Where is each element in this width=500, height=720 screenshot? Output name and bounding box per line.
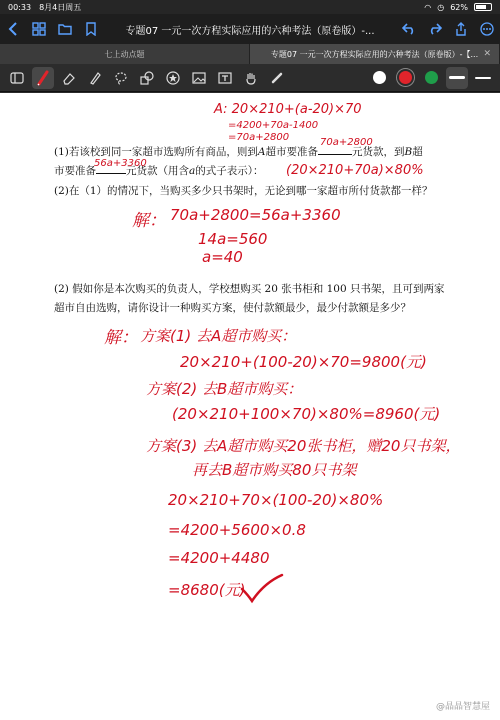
grid-icon[interactable] bbox=[26, 14, 52, 44]
date: 8月4日周五 bbox=[39, 2, 82, 12]
status-bar bbox=[0, 0, 500, 14]
laser-icon[interactable] bbox=[266, 67, 288, 89]
annotation-toolbar bbox=[0, 64, 500, 92]
solution-2-line-9: =4200+4480 bbox=[168, 549, 270, 567]
system-indicators bbox=[424, 3, 492, 12]
bookmark-icon[interactable] bbox=[78, 14, 104, 44]
battery-icon bbox=[474, 3, 492, 11]
handwriting-blank-2: 56a+3360 bbox=[94, 158, 147, 169]
q1-text: 市要准备 bbox=[54, 165, 96, 177]
text-icon[interactable] bbox=[214, 67, 236, 89]
question-3: (2) 假如你是本次购买的负责人，学校想购买 20 张书柜和 100 只书架，且可到两家超市自由选购，请你设计一种购买方案，使付款额最少，最少付款额是多少？ bbox=[54, 283, 445, 314]
q1-text: 超 bbox=[412, 146, 423, 158]
solution-label: 解： bbox=[132, 211, 166, 231]
document-title: 专题07 一元一次方程实际应用的六种考法（原卷版）-... bbox=[125, 25, 375, 37]
share-icon[interactable] bbox=[448, 14, 474, 44]
alarm-icon: ◷ bbox=[437, 2, 445, 12]
color-red-swatch[interactable] bbox=[394, 67, 416, 89]
solution-2-line-2: 20×210+(100-20)×70=9800(元) bbox=[180, 353, 427, 371]
solution-2-line-5: 方案(3) 去A超市购买20张书柜，赠20只书架， bbox=[146, 437, 461, 455]
solution-2-line-6: 再去B超市购买80只书架 bbox=[192, 461, 357, 479]
checkmark-icon bbox=[238, 571, 286, 605]
redo-icon[interactable] bbox=[422, 14, 448, 44]
q1-text: 元货款（用含 bbox=[126, 165, 189, 177]
q1-text: (1)若该校到同一家超市选购所有商品，则到 bbox=[54, 146, 258, 158]
q1-text: 超市要准备 bbox=[265, 146, 318, 158]
solution-1-line-2: 14a=560 bbox=[198, 230, 268, 248]
q1-text: 元货款，到 bbox=[351, 146, 405, 158]
folder-icon[interactable] bbox=[52, 14, 78, 44]
var-b: B bbox=[404, 146, 413, 158]
sticker-icon[interactable] bbox=[162, 67, 184, 89]
solution-2-line-3: 方案(2) 去B超市购买： bbox=[146, 380, 303, 398]
stroke-thick-option[interactable] bbox=[446, 67, 468, 89]
solution-1-line-3: a=40 bbox=[202, 248, 243, 266]
solution-2-line-10: =8680(元) bbox=[168, 581, 246, 599]
hand-icon[interactable] bbox=[240, 67, 262, 89]
clock: 00:33 bbox=[8, 2, 32, 12]
wifi-icon: ◠ bbox=[424, 2, 432, 12]
tab-document-1[interactable] bbox=[0, 44, 250, 64]
tab-label: 七上动点题 bbox=[104, 49, 145, 59]
shapes-icon[interactable] bbox=[136, 67, 158, 89]
tab-document-2[interactable] bbox=[250, 44, 500, 64]
solution-2-line-1: 方案(1) 去A超市购买： bbox=[140, 327, 297, 345]
tab-label: 专题07 一元一次方程实际应用的六种考法（原卷版）-【... bbox=[270, 49, 479, 59]
undo-icon[interactable] bbox=[396, 14, 422, 44]
color-white-swatch[interactable] bbox=[368, 67, 390, 89]
var-a: A bbox=[257, 146, 266, 158]
title-bar bbox=[0, 14, 500, 44]
color-green-swatch[interactable] bbox=[420, 67, 442, 89]
question-2: (2)在（1）的情况下，当购买多少只书架时，无论到哪一家超市所付货款都一样？ bbox=[54, 185, 433, 197]
handwriting-answer-a-3: =70a+2800 bbox=[228, 132, 290, 143]
close-icon[interactable]: ✕ bbox=[483, 49, 491, 59]
document-page bbox=[0, 93, 500, 720]
stroke-thin-option[interactable] bbox=[472, 67, 494, 89]
handwriting-answer-a-2: =4200+70a-1400 bbox=[228, 120, 319, 131]
handwriting-blank-1: 70a+2800 bbox=[320, 137, 373, 148]
solution-label: 解： bbox=[104, 328, 138, 348]
watermark: @晶晶智慧屋 bbox=[435, 702, 490, 712]
lasso-icon[interactable] bbox=[110, 67, 132, 89]
eraser-icon[interactable] bbox=[58, 67, 80, 89]
handwriting-answer-a-1: A: 20×210+(a-20)×70 bbox=[214, 102, 362, 117]
chevron-left-icon[interactable] bbox=[0, 14, 26, 44]
image-icon[interactable] bbox=[188, 67, 210, 89]
battery-percent: 62% bbox=[450, 2, 468, 12]
sidebar-icon[interactable] bbox=[6, 67, 28, 89]
handwriting-b-answer: (20×210+70a)×80% bbox=[286, 163, 424, 178]
more-icon[interactable] bbox=[474, 14, 500, 44]
solution-2-line-4: (20×210+100×70)×80%=8960(元) bbox=[172, 405, 441, 423]
solution-1-line-1: 70a+2800=56a+3360 bbox=[170, 206, 341, 224]
pen-icon[interactable] bbox=[32, 67, 54, 89]
highlighter-icon[interactable] bbox=[84, 67, 106, 89]
solution-2-line-8: =4200+5600×0.8 bbox=[168, 521, 306, 539]
solution-2-line-7: 20×210+70×(100-20)×80% bbox=[168, 491, 384, 509]
q1-text: 的式子表示）： bbox=[195, 165, 264, 177]
var-a-small: a bbox=[189, 165, 196, 177]
tab-bar bbox=[0, 44, 500, 64]
